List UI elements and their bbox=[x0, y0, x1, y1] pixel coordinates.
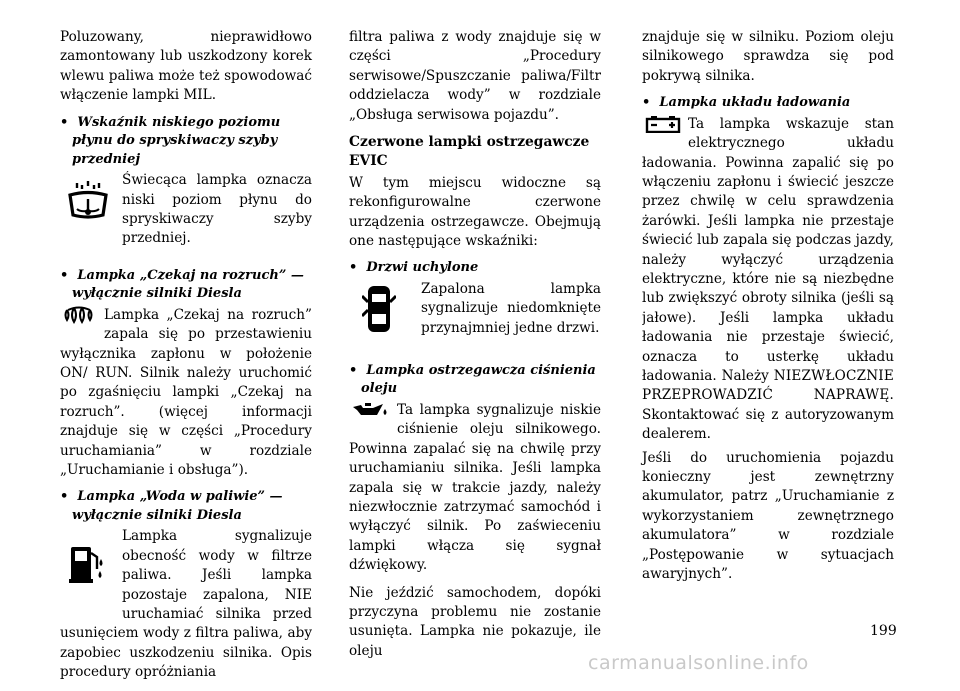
door-text: Zapalona lampka sygnalizuje niedomknięte przynajmniej jedne drzwi. bbox=[421, 280, 601, 336]
paragraph-oil-level: Nie jeździć samochodem, dopóki przyczyna problemu nie zostanie usunięta. Lampka nie pokazuje, ile oleju bbox=[349, 584, 601, 659]
oil-title: • Lampka ostrzegawcza ciśnienia oleju bbox=[349, 362, 601, 399]
oil-item bbox=[349, 401, 601, 576]
charge-dealer-text: Skontaktować się z autoryzowanym dealerem. bbox=[642, 406, 894, 443]
water-in-fuel-icon bbox=[60, 539, 114, 605]
paragraph-oil-check: znajduje się w silniku. Poziom oleju silnikowego sprawdza się pod pokrywą silnika. bbox=[642, 29, 894, 84]
water-text: Lampka sygnalizuje obecność wody w filtrze paliwa. Jeśli lampka pozostaje zapalona, NIE uruchamiać silnika przed usunięciem wody z filtra paliwa, aby zapobiec uszkodzeniu silnika. Opis procedury opróżniania bbox=[60, 528, 312, 681]
charge-text: Ta lampka wskazuje stan elektrycznego układu ładowania. Powinna zapalić się po włączeniu zapłonu i świecić jeszcze przez chwilę w celu sprawdzenia żarówki. Jeśli lampka nie przestaje świecić lub zapala się podczas jazdy, należy wyłączyć urządzenia elektryczne, które nie są niezbędne lub zwiększyć obroty silnika (jeśli są jałowe). Jeśli lampka układu ładowania nie przestaje świecić, oznacza to usterkę układu ładowania. Należy bbox=[642, 115, 894, 384]
page-number: 199 bbox=[870, 623, 897, 639]
charge-warning-caps: NIEZWŁOCZNIE PRZEPROWADZIĆ NAPRAWĘ. bbox=[642, 368, 894, 404]
charge-title: • Lampka układu ładowania bbox=[642, 94, 894, 113]
battery-charging-icon bbox=[642, 115, 684, 135]
washer-text: Świecąca lampka oznacza niski poziom płynu do spryskiwaczy szyby przedniej. bbox=[122, 172, 312, 247]
door-title: • Drzwi uchylone bbox=[349, 259, 601, 278]
column-2 bbox=[349, 28, 601, 669]
oil-pressure-icon bbox=[349, 401, 393, 421]
oil-text: Ta lampka sygnalizuje niskie ciśnienie oleju silnikowego. Powinna zapalać się na chwilę przy uruchamianiu silnika. Jeśli lampka zapala się w trakcie jazdy, należy niezwłocznie zatrzymać samochód i wyłączyć silnik. Po zaświeceniu lampki włącza się sygnał dźwiękowy. bbox=[349, 401, 601, 574]
glow-plug-icon bbox=[60, 306, 100, 326]
water-title: • Lampka „Woda w paliwie” — wyłącznie silniki Diesla bbox=[60, 488, 312, 525]
washer-fluid-icon bbox=[60, 181, 116, 241]
washer-title: • Wskaźnik niskiego poziomu płynu do spryskiwaczy szyby przedniej bbox=[60, 114, 312, 170]
watermark: carmanualsonline.info bbox=[588, 652, 809, 674]
door-item bbox=[349, 280, 601, 344]
column-3 bbox=[642, 28, 894, 592]
paragraph-mil: Poluzowany, nieprawidłowo zamontowany lub uszkodzony korek wlewu paliwa może też spowodować włączenie lampki MIL. bbox=[60, 29, 312, 104]
water-item bbox=[60, 527, 312, 682]
glow-item bbox=[60, 306, 312, 481]
door-ajar-icon bbox=[349, 280, 409, 344]
paragraph-fuel-filter: filtra paliwa z wody znajduje się w części „Procedury serwisowe/Spuszczanie paliwa/Filtr oddzielacza wody” w rozdziale „Obsługa serwisowa pojazdu”. bbox=[349, 29, 601, 123]
evic-heading: Czerwone lampki ostrzegawcze EVIC bbox=[349, 134, 590, 170]
paragraph-jump-start: Jeśli do uruchomienia pojazdu konieczny jest zewnętrzny akumulator, patrz „Uruchamianie z wykorzystaniem zewnętrznego akumulatora” w rozdziale „Postępowanie w sytuacjach awaryjnych”. bbox=[642, 449, 894, 583]
glow-text: Lampka „Czekaj na rozruch” zapala się po przestawieniu wyłącznika zapłonu w położenie ON/ RUN. Silnik należy uruchomić po zgaśnięciu lampki „Czekaj na rozruch”. (więcej informacji znajduje się w części „Procedury uruchamiania” w rozdziale „Uruchamianie i obsługa”). bbox=[60, 306, 312, 478]
column-1 bbox=[60, 28, 312, 691]
paragraph-evic: W tym miejscu widoczne są rekonfigurowalne czerwone urządzenia ostrzegawcze. Obejmują one następujące wskaźniki: bbox=[349, 174, 601, 250]
glow-title: • Lampka „Czekaj na rozruch” — wyłącznie silniki Diesla bbox=[60, 267, 312, 304]
washer-item bbox=[60, 171, 312, 249]
charge-item bbox=[642, 115, 894, 445]
